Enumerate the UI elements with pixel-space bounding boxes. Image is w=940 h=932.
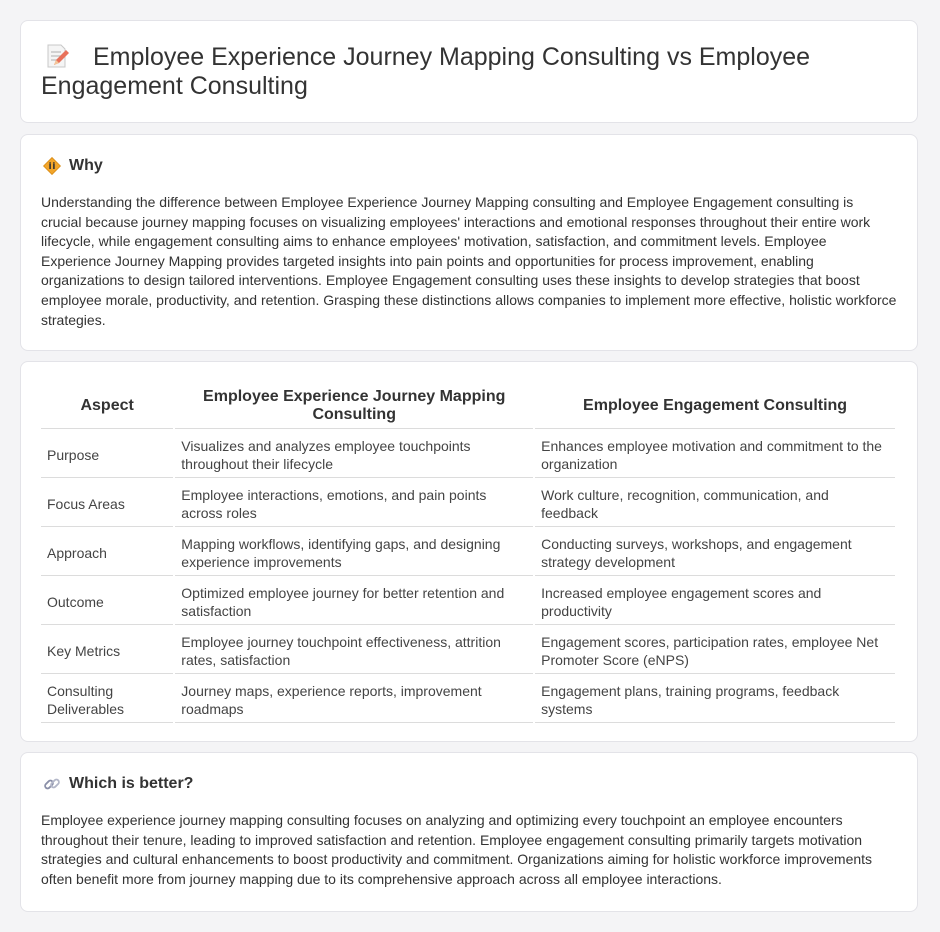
table-row <box>41 529 895 576</box>
page-title-text: Employee Experience Journey Mapping Consulting vs Employee Engagement Consulting <box>41 43 811 100</box>
road-sign-icon <box>43 157 61 175</box>
row-journey-mapping: Visualizes and analyzes employee touchpoints throughout their lifecycle <box>175 431 533 478</box>
row-journey-mapping: Employee journey touchpoint effectiveness, attrition rates, satisfaction <box>175 627 533 674</box>
comparison-card <box>20 361 918 742</box>
row-aspect: Outcome <box>41 578 173 625</box>
which-better-card <box>20 752 918 912</box>
row-journey-mapping: Mapping workflows, identifying gaps, and designing experience improvements <box>175 529 533 576</box>
table-row <box>41 627 895 674</box>
memo-pencil-icon <box>45 43 69 69</box>
row-engagement: Engagement scores, participation rates, employee Net Promoter Score (eNPS) <box>535 627 895 674</box>
row-aspect: Focus Areas <box>41 480 173 527</box>
row-engagement: Work culture, recognition, communication, and feedback <box>535 480 895 527</box>
title-card <box>20 20 918 123</box>
table-row <box>41 480 895 527</box>
table-header-row <box>41 384 895 429</box>
row-aspect: Approach <box>41 529 173 576</box>
row-aspect: Purpose <box>41 431 173 478</box>
row-journey-mapping: Optimized employee journey for better retention and satisfaction <box>175 578 533 625</box>
row-engagement: Engagement plans, training programs, feedback systems <box>535 676 895 723</box>
row-engagement: Increased employee engagement scores and productivity <box>535 578 895 625</box>
row-journey-mapping: Employee interactions, emotions, and pain points across roles <box>175 480 533 527</box>
row-engagement: Conducting surveys, workshops, and engagement strategy development <box>535 529 895 576</box>
page-title <box>41 43 897 101</box>
which-better-heading <box>41 773 897 795</box>
table-row <box>41 676 895 723</box>
header-aspect: Aspect <box>41 384 173 429</box>
which-better-heading-text: Which is better? <box>69 775 194 792</box>
why-paragraph: Understanding the difference between Employee Experience Journey Mapping consulting and Employee Engagement consulting is crucial because journey mapping focuses on visualizing employees' interactions and emotional responses throughout their entire work lifecycle, while engagement consulting aims to enhance employees' motivation, satisfaction, and commitment levels. Employee Experience Journey Mapping provides targeted insights into pain points and opportunities for process improvement, enabling organizations to design tailored interventions. Employee Engagement consulting uses these insights to develop strategies that boost employee morale, productivity, and retention. Grasping these distinctions allows companies to implement more effective, holistic workforce strategies. <box>41 194 897 328</box>
comparison-table <box>39 382 897 725</box>
why-card <box>20 134 918 351</box>
row-engagement: Enhances employee motivation and commitment to the organization <box>535 431 895 478</box>
why-heading-text: Why <box>69 157 103 174</box>
which-better-paragraph: Employee experience journey mapping consulting focuses on analyzing and optimizing every touchpoint an employee encounters throughout their tenure, leading to improved satisfaction and retention. Employee engagement consulting primarily targets motivation strategies and cultural enhancements to boost productivity and commitment. Organizations aiming for holistic workforce improvements often benefit more from journey mapping due to its comprehensive approach across all employee interactions. <box>41 812 873 887</box>
header-journey-mapping: Employee Experience Journey Mapping Consulting <box>175 384 533 429</box>
row-journey-mapping: Journey maps, experience reports, improvement roadmaps <box>175 676 533 723</box>
why-heading <box>41 155 897 177</box>
table-row <box>41 578 895 625</box>
row-aspect: Consulting Deliverables <box>41 676 173 723</box>
header-engagement: Employee Engagement Consulting <box>535 384 895 429</box>
table-row <box>41 431 895 478</box>
link-icon <box>43 775 61 793</box>
row-aspect: Key Metrics <box>41 627 173 674</box>
